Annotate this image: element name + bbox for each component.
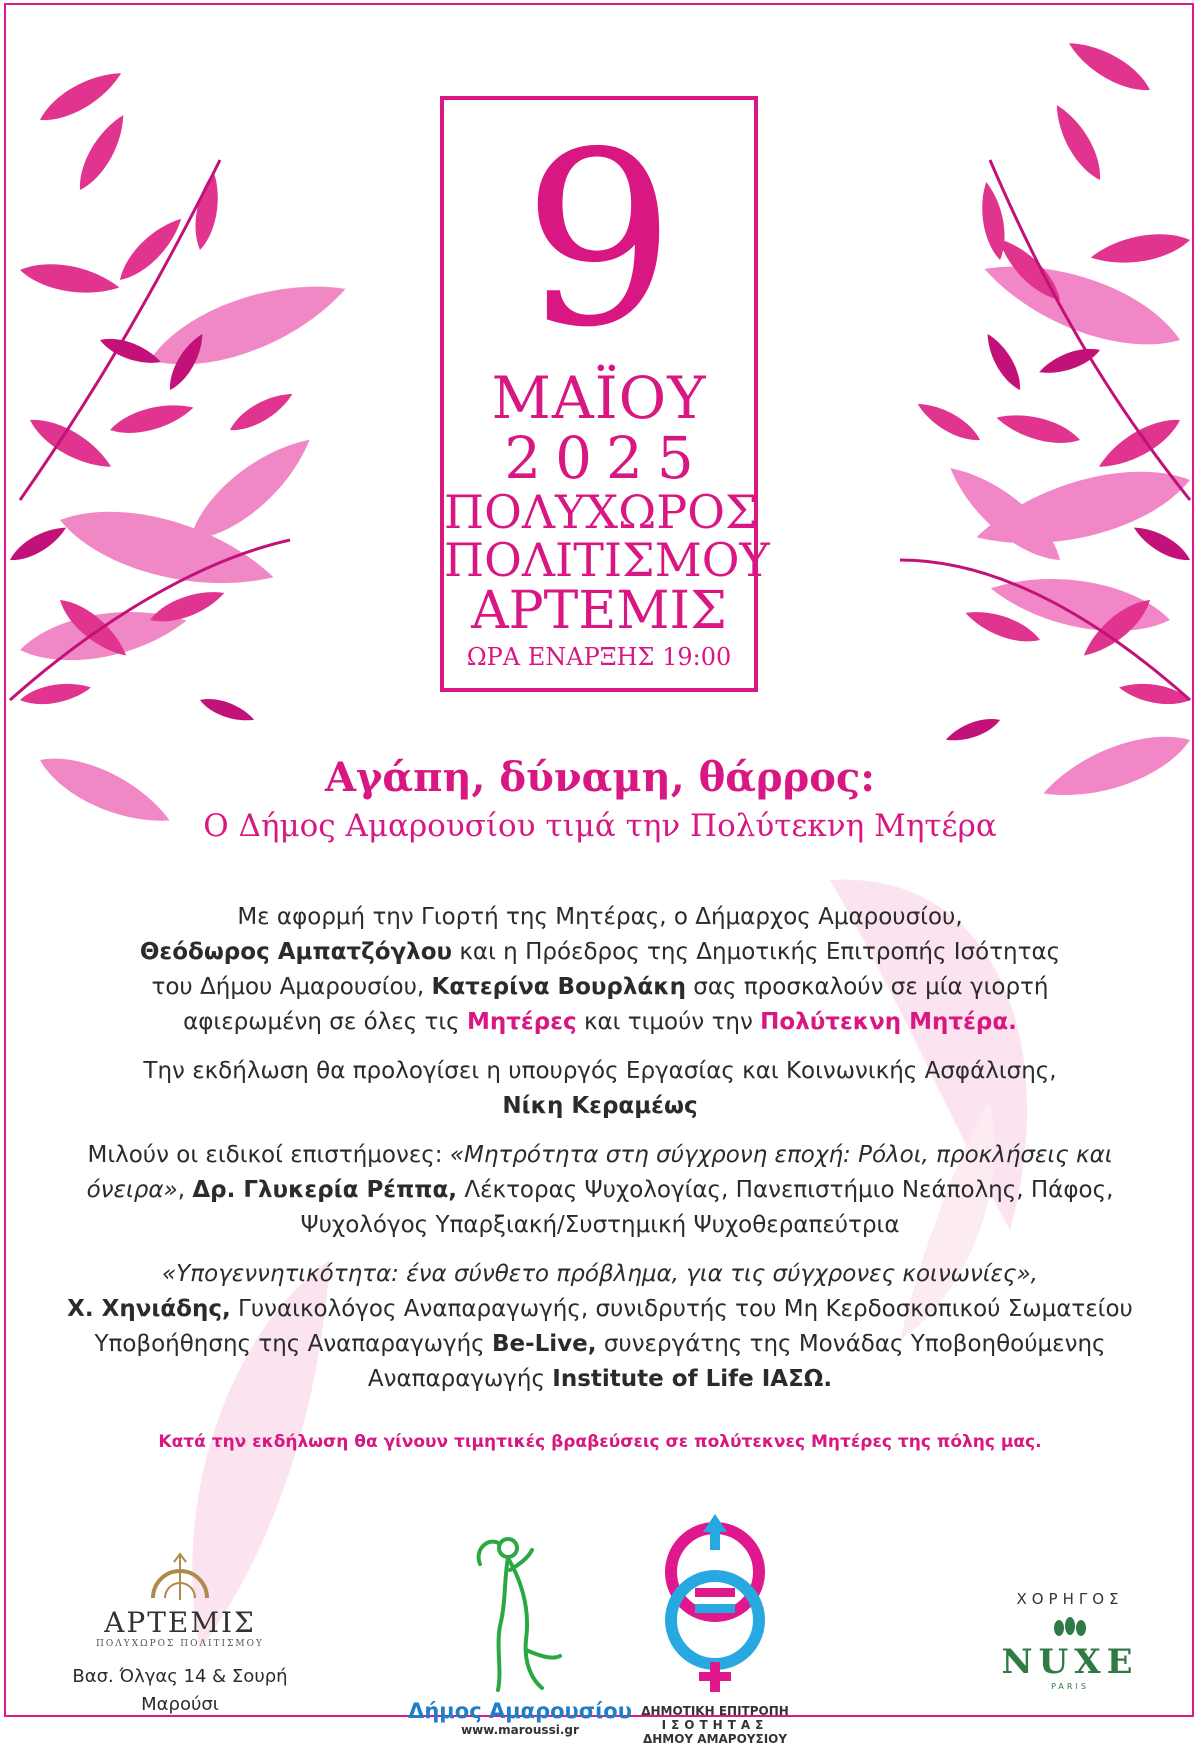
right-foliage (900, 33, 1197, 812)
equality-committee-logo (640, 1510, 790, 1746)
left-foliage (6, 63, 355, 837)
highlight-mothers: Μητέρες (466, 1009, 577, 1035)
address-line-2: Μαρούσι (141, 1694, 219, 1715)
text: Με αφορμή την Γιορτή της Μητέρας, ο Δήμαρχος Αμαρουσίου, (237, 904, 963, 930)
paragraph-speaker-2 (50, 1257, 1150, 1397)
paragraph-invitation (50, 900, 1150, 1040)
text: αφιερωμένη σε όλες τις (183, 1009, 467, 1035)
dimos-amaroussiou-logo (405, 1530, 635, 1737)
equality-line-3: ΔΗΜΟΥ ΑΜΑΡΟΥΣΙΟΥ (642, 1732, 788, 1746)
highlight-large-family-mother: Πολύτεκνη Μητέρα. (760, 1009, 1017, 1035)
address-line-1: Βασ. Όλγας 14 & Σουρή (72, 1666, 288, 1687)
event-day: 9 (522, 100, 676, 380)
artemis-logo (70, 1548, 290, 1719)
venue-line-3: ΑΡΤΕΜΙΣ (471, 581, 727, 641)
event-year: 2025 (504, 424, 708, 492)
text: Μιλούν οι ειδικοί επιστήμονες: (87, 1142, 450, 1168)
venue-line-1: ΠΟΛΥΧΩΡΟΣ (444, 485, 758, 539)
event-month: ΜΑΪΟΥ (491, 364, 707, 432)
equality-line-1: ΔΗΜΟΤΙΚΗ ΕΠΙΤΡΟΠΗ (641, 1704, 789, 1718)
statue-figure-icon (460, 1530, 580, 1695)
talk-title-2: «Υπογεννητικότητα: ένα σύνθετο πρόβλημα, για τις σύγχρονες κοινωνίες», (161, 1261, 1038, 1287)
artemis-emblem-icon (145, 1548, 215, 1602)
sponsor-city: PARIS (1051, 1682, 1089, 1691)
gender-equality-icon (655, 1510, 775, 1700)
text: και η Πρόεδρος της Δημοτικής Επιτροπής Ισότητας (452, 939, 1061, 965)
sponsor-label: ΧΟΡΗΓΟΣ (1016, 1590, 1124, 1608)
sponsor-logo (985, 1590, 1155, 1691)
start-time: ΩΡΑ ΕΝΑΡΞΗΣ 19:00 (466, 643, 732, 671)
sponsor-name: NUXE (1001, 1642, 1139, 1682)
text: , (177, 1177, 193, 1203)
venue-line-2: ΠΟΛΙΤΙΣΜΟΥ (444, 533, 770, 587)
paragraph-opening (50, 1054, 1150, 1124)
paragraph-speaker-1 (50, 1138, 1150, 1243)
text: Λέκτορας Ψυχολογίας, Πανεπιστήμιο Νεάπολης, Πάφος, Ψυχολόγος Υπαρξιακή/Συστημική Ψυχοθεραπεύτρια (300, 1177, 1114, 1238)
date-box (440, 96, 770, 692)
minister-name: Νίκη Κεραμέως (502, 1093, 698, 1119)
talk-title-1: «Μητρότητα στη σύγχρονη εποχή: Ρόλοι, προκλήσεις και όνειρα» (86, 1142, 1113, 1203)
artemis-subtitle: ΠΟΛΥΧΩΡΟΣ ΠΟΛΙΤΙΣΜΟΥ (96, 1639, 264, 1649)
dimos-name: Δήμος Αμαρουσίου (408, 1699, 632, 1723)
text: συνεργάτης της Μονάδας Υποβοηθούμενης Αναπαραγωγής (367, 1331, 1106, 1392)
nuxe-leaf-icon (1045, 1616, 1095, 1638)
dimos-url[interactable]: www.maroussi.gr (461, 1723, 579, 1737)
headline-title: Αγάπη, δύναμη, θάρρος: (324, 754, 876, 801)
speaker-name-1: Δρ. Γλυκερία Ρέππα, (192, 1177, 458, 1203)
president-name: Κατερίνα Βουρλάκη (431, 974, 686, 1000)
org-institute-of-life: Institute of Life ΙΑΣΩ. (552, 1366, 833, 1392)
text: Την εκδήλωση θα προλογίσει η υπουργός Εργασίας και Κοινωνικής Ασφάλισης, (143, 1058, 1057, 1084)
invitation-body (50, 900, 1150, 1411)
headline-subtitle: Ο Δήμος Αμαρουσίου τιμά την Πολύτεκνη Μητέρα (203, 808, 997, 844)
headline (0, 752, 1200, 848)
text: Γυναικολόγος Αναπαραγωγής, συνιδρυτής του Μη Κερδοσκοπικού Σωματείου Υποβοήθησης της Αναπαραγωγής (94, 1296, 1133, 1357)
equality-line-2: ΙΣΟΤΗΤΑΣ (661, 1718, 769, 1732)
text: και τιμούν την (576, 1009, 761, 1035)
artemis-address (70, 1663, 290, 1719)
speaker-name-2: Χ. Χηνιάδης, (67, 1296, 231, 1322)
text: σας προσκαλούν σε μία γιορτή (685, 974, 1049, 1000)
mayor-name: Θεόδωρος Αμπατζόγλου (139, 939, 453, 965)
org-belive: Be-Live, (491, 1331, 597, 1357)
artemis-name: ΑΡΤΕΜΙΣ (104, 1606, 256, 1639)
award-note: Κατά την εκδήλωση θα γίνουν τιμητικές βραβεύσεις σε πολύτεκνες Μητέρες της πόλης μας. (158, 1432, 1042, 1452)
text: του Δήμου Αμαρουσίου, (151, 974, 432, 1000)
